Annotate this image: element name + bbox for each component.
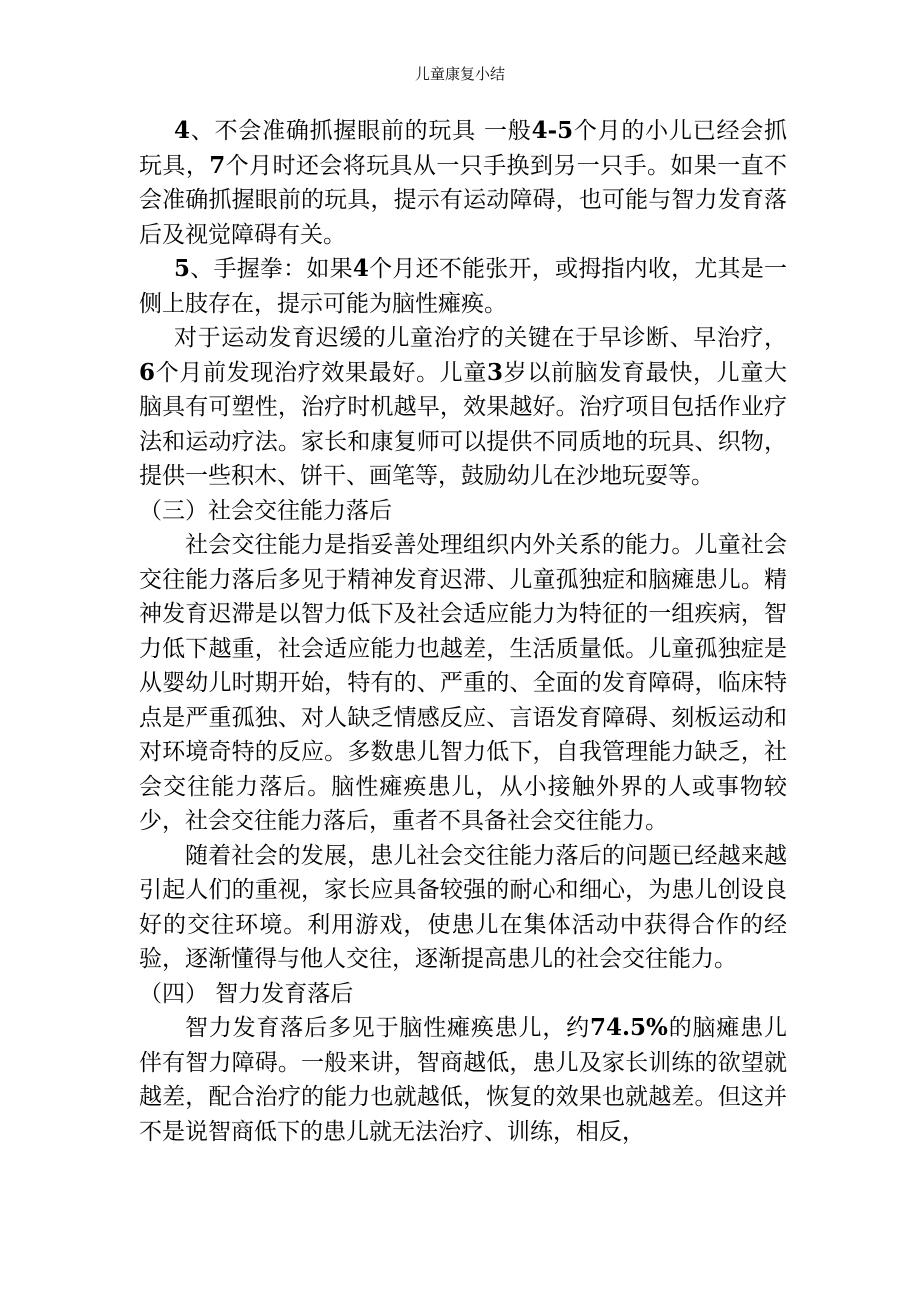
document-body bbox=[139, 114, 787, 1149]
paragraph-intellect: 智力发育落后多见于脑性瘫痪患儿，约74.5%的脑瘫患儿伴有智力障碍。一般来讲，智商越低，患儿及家长训练的欲望就越差，配合治疗的能力也就越低，恢复的效果也就越差。但这并不是说智商低下的患儿就无法治疗、训练，相反， bbox=[139, 1014, 788, 1145]
page-header: 儿童康复小结 bbox=[414, 65, 505, 83]
paragraph-fist: 5、手握拳：如果4个月还不能张开，或拇指内收，尤其是一侧上肢存在，提示可能为脑性瘫痪。 bbox=[139, 255, 788, 317]
paragraph-grasp-toys: 4、不会准确抓握眼前的玩具 一般4-5个月的小儿已经会抓玩具，7个月时还会将玩具从一只手换到另一只手。如果一直不会准确抓握眼前的玩具，提示有运动障碍，也可能与智力发育落后及视觉障碍有关。 bbox=[139, 117, 788, 248]
section-heading-social: （三）社会交往能力落后 bbox=[139, 497, 392, 524]
section-heading-intellect: （四） 智力发育落后 bbox=[139, 980, 354, 1007]
paragraph-social-definition: 社会交往能力是指妥善处理组织内外关系的能力。儿童社会交往能力落后多见于精神发育迟滞、儿童孤独症和脑瘫患儿。精神发育迟滞是以智力低下及社会适应能力为特征的一组疾病，智力低下越重，社会适应能力也越差，生活质量低。儿童孤独症是从婴幼儿时期开始，特有的、严重的、全面的发育障碍，临床特点是严重孤独、对人缺乏情感反应、言语发育障碍、刻板运动和对环境奇特的反应。多数患儿智力低下，自我管理能力缺乏，社会交往能力落后。脑性瘫痪患儿，从小接触外界的人或事物较少，社会交往能力落后，重者不具备社会交往能力。 bbox=[139, 532, 787, 834]
paragraph-motor-treatment: 对于运动发育迟缓的儿童治疗的关键在于早诊断、早治疗，6个月前发现治疗效果最好。儿童3岁以前脑发育最快，儿童大脑具有可塑性，治疗时机越早，效果越好。治疗项目包括作业疗法和运动疗法。家长和康复师可以提供不同质地的玩具、织物，提供一些积木、饼干、画笔等，鼓励幼儿在沙地玩耍等。 bbox=[139, 325, 788, 489]
paragraph-social-development: 随着社会的发展，患儿社会交往能力落后的问题已经越来越引起人们的重视，家长应具备较强的耐心和细心，为患儿创设良好的交往环境。利用游戏，使患儿在集体活动中获得合作的经验，逐渐懂得与他人交往，逐渐提高患儿的社会交往能力。 bbox=[139, 842, 787, 972]
